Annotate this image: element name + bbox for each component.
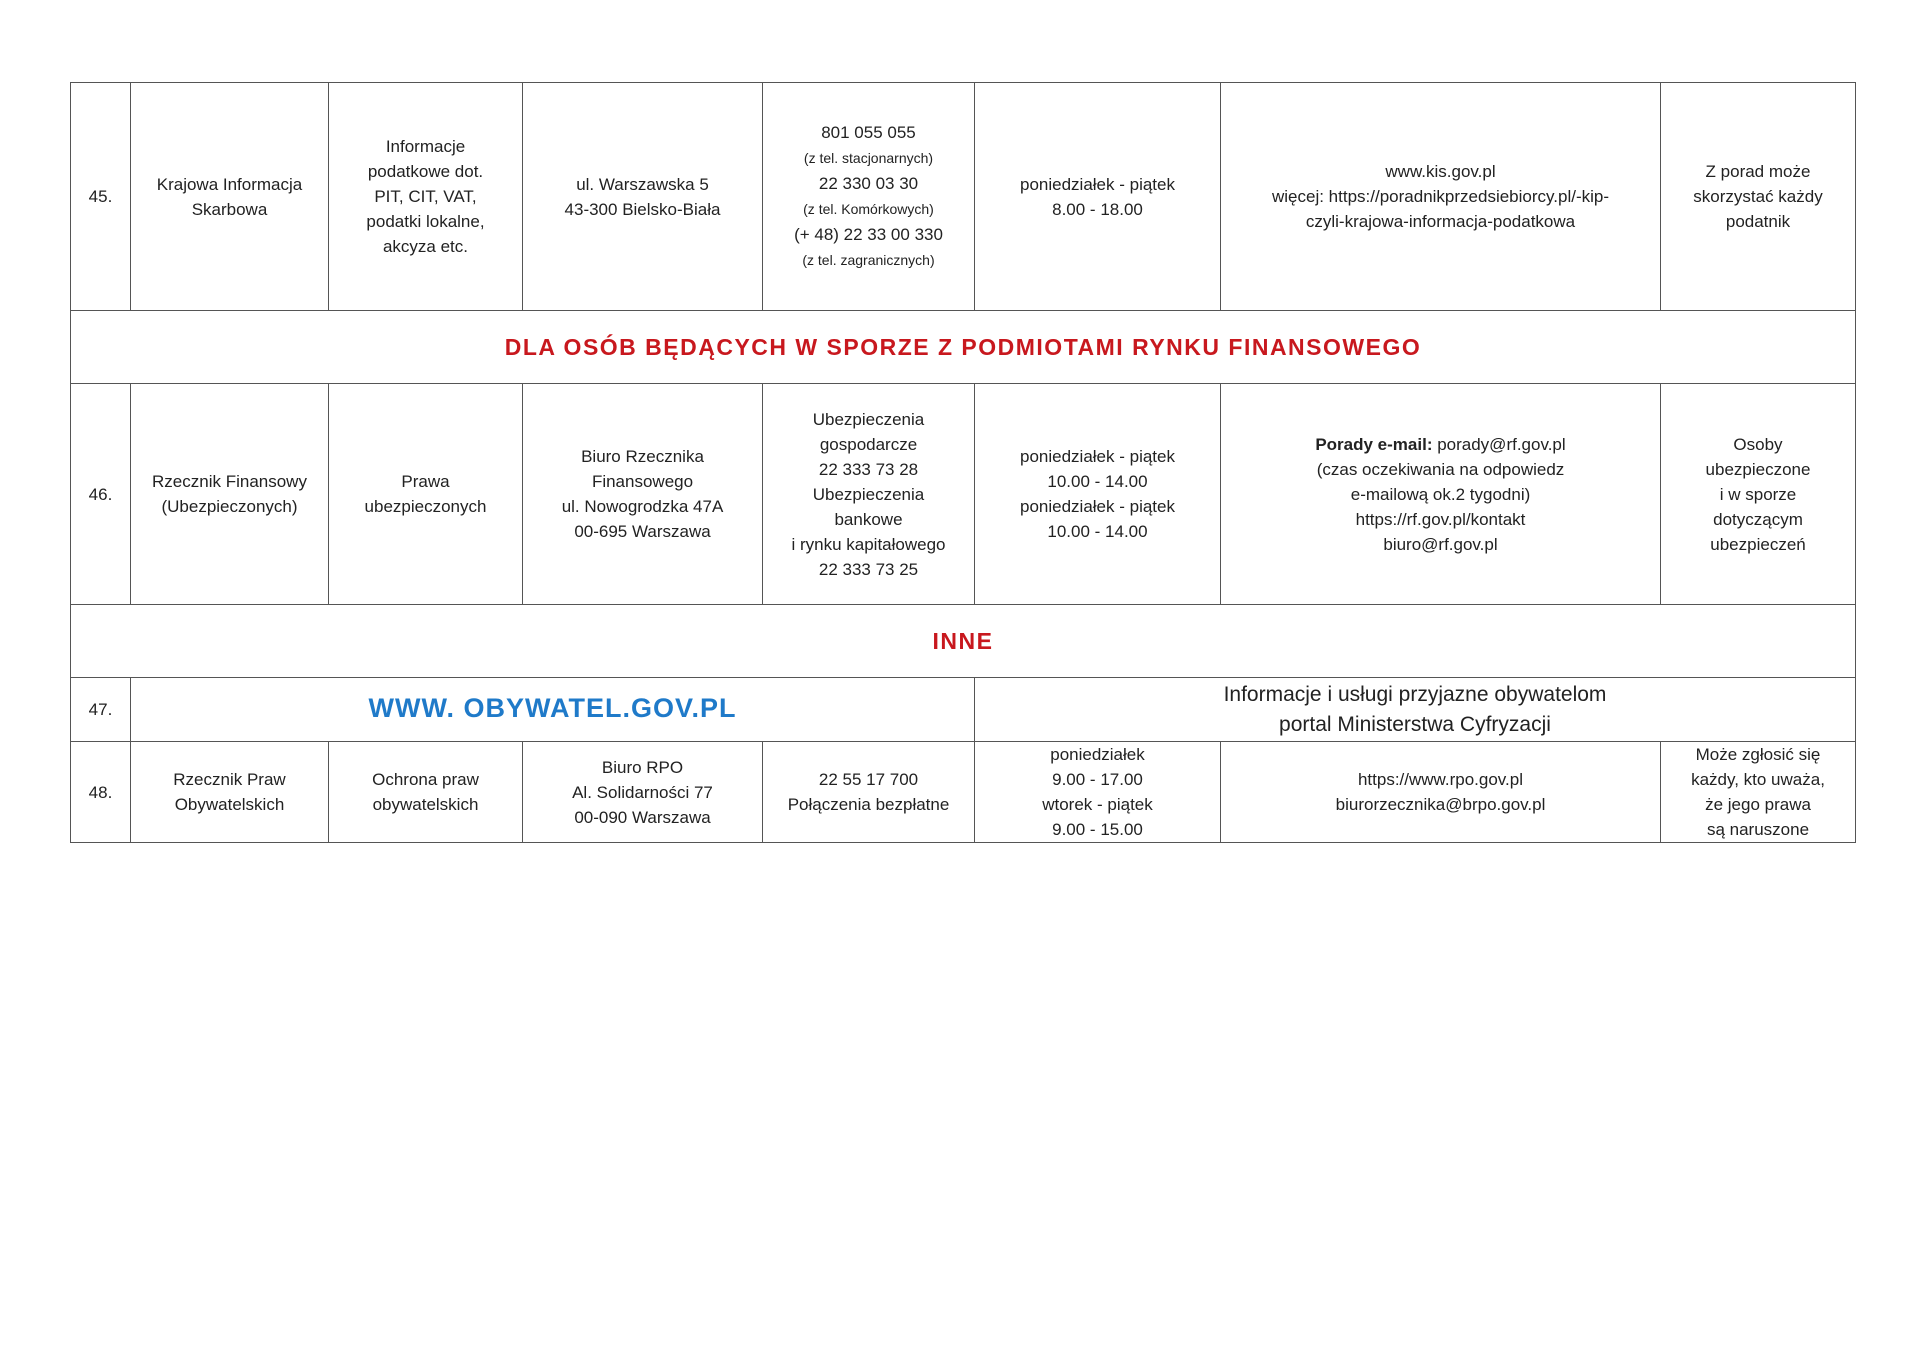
- hours-line: 9.00 - 15.00: [1052, 820, 1143, 839]
- phone-cell: [763, 83, 975, 311]
- address-line: Biuro Rzecznika: [581, 447, 704, 466]
- table-row: [71, 678, 1856, 742]
- phone-line: bankowe: [834, 509, 903, 529]
- name-line: Obywatelskich: [174, 795, 285, 814]
- eligibility-line: każdy, kto uważa,: [1691, 770, 1825, 789]
- phone-line: i rynku kapitałowego: [791, 534, 946, 554]
- address-line: 00-695 Warszawa: [574, 522, 711, 541]
- description-line: portal Ministerstwa Cyfryzacji: [1279, 712, 1551, 736]
- table-row: [71, 742, 1856, 843]
- email-advice-line: [1225, 432, 1656, 457]
- phone-cell: [763, 742, 975, 843]
- scope-line: Informacje: [385, 137, 466, 156]
- hours-line: wtorek - piątek: [1042, 795, 1153, 814]
- name-line: Skarbowa: [191, 199, 268, 219]
- scope-line: PIT, CIT, VAT,: [374, 187, 477, 206]
- web-link[interactable]: więcej: https://poradnikprzedsiebiorcy.pl/-kip-: [1272, 187, 1609, 206]
- eligibility-cell: [1661, 742, 1856, 843]
- address-line: Finansowego: [591, 472, 694, 491]
- email-label: Porady e-mail:: [1315, 434, 1433, 454]
- eligibility-line: są naruszone: [1706, 820, 1810, 839]
- scope-line: podatkowe dot.: [367, 162, 484, 181]
- phone-number: 22 55 17 700: [818, 770, 919, 789]
- hours-cell: [975, 742, 1221, 843]
- phone-note: Połączenia bezpłatne: [787, 795, 950, 814]
- scope-line: podatki lokalne,: [366, 212, 485, 231]
- eligibility-line: podatnik: [1725, 212, 1791, 231]
- web-note: e-mailową ok.2 tygodni): [1350, 484, 1531, 504]
- address-line: ul. Nowogrodzka 47A: [561, 497, 724, 516]
- eligibility-cell: [1661, 384, 1856, 605]
- phone-number: 801 055 055: [821, 123, 916, 142]
- web-link[interactable]: https://rf.gov.pl/kontakt: [1355, 509, 1526, 529]
- phone-number: 22 333 73 25: [818, 559, 919, 579]
- email-link[interactable]: porady@rf.gov.pl: [1432, 434, 1566, 454]
- section-heading-financial: DLA OSÓB BĘDĄCYCH W SPORZE Z PODMIOTAMI RYNKU FINANSOWEGO: [71, 311, 1856, 384]
- eligibility-line: ubezpieczone: [1705, 459, 1811, 479]
- hours-line: 10.00 - 14.00: [1047, 522, 1148, 541]
- email-link[interactable]: biurorzecznika@brpo.gov.pl: [1335, 795, 1546, 814]
- institutions-table: [70, 82, 1856, 843]
- web-link[interactable]: https://www.rpo.gov.pl: [1357, 770, 1524, 789]
- address-line: 43-300 Bielsko-Biała: [564, 199, 721, 219]
- address-line: 00-090 Warszawa: [574, 807, 711, 827]
- portal-cell: [131, 678, 975, 742]
- hours-line: poniedziałek - piątek: [1020, 174, 1175, 194]
- eligibility-cell: [1661, 83, 1856, 311]
- phone-cell: [763, 384, 975, 605]
- description-line: Informacje i usługi przyjazne obywatelom: [1223, 682, 1607, 706]
- scope-line: Prawa: [401, 472, 450, 491]
- phone-line: Ubezpieczenia: [812, 409, 925, 429]
- name-line: Krajowa Informacja: [156, 174, 303, 194]
- institution-name: [131, 742, 329, 843]
- phone-note: (z tel. Komórkowych): [803, 201, 934, 217]
- hours-line: poniedziałek - piątek: [1020, 447, 1175, 466]
- institution-name: [131, 384, 329, 605]
- eligibility-line: Może zgłosić się: [1695, 745, 1821, 764]
- hours-cell: [975, 384, 1221, 605]
- eligibility-line: ubezpieczeń: [1710, 534, 1806, 554]
- name-line: (Ubezpieczonych): [161, 497, 298, 516]
- name-line: Rzecznik Praw: [173, 770, 286, 789]
- row-number: 48.: [71, 742, 131, 843]
- name-line: Rzecznik Finansowy: [152, 472, 307, 491]
- hours-line: poniedziałek: [1050, 745, 1145, 764]
- scope-line: obywatelskich: [372, 795, 479, 814]
- scope-cell: [329, 83, 523, 311]
- web-link[interactable]: czyli-krajowa-informacja-podatkowa: [1305, 212, 1576, 231]
- address-cell: [523, 83, 763, 311]
- scope-cell: [329, 384, 523, 605]
- eligibility-line: dotyczącym: [1713, 509, 1803, 529]
- hours-line: 8.00 - 18.00: [1052, 199, 1143, 219]
- phone-line: gospodarcze: [819, 434, 918, 454]
- scope-line: ubezpieczonych: [364, 497, 487, 516]
- institution-name: [131, 83, 329, 311]
- address-cell: [523, 742, 763, 843]
- portal-link[interactable]: WWW. OBYWATEL.GOV.PL: [368, 692, 737, 723]
- eligibility-line: że jego prawa: [1705, 795, 1811, 814]
- section-row: [71, 311, 1856, 384]
- section-row: [71, 605, 1856, 678]
- address-line: ul. Warszawska 5: [576, 174, 709, 194]
- address-cell: [523, 384, 763, 605]
- web-link[interactable]: www.kis.gov.pl: [1385, 162, 1496, 181]
- hours-cell: [975, 83, 1221, 311]
- eligibility-line: Osoby: [1733, 434, 1783, 454]
- row-number: 45.: [71, 83, 131, 311]
- table-row: [71, 83, 1856, 311]
- eligibility-line: skorzystać każdy: [1693, 187, 1823, 206]
- scope-line: akcyza etc.: [382, 237, 469, 256]
- phone-number: 22 333 73 28: [818, 459, 919, 479]
- hours-line: 9.00 - 17.00: [1052, 770, 1143, 789]
- web-cell: [1221, 384, 1661, 605]
- phone-number: 22 330 03 30: [818, 174, 919, 193]
- web-note: (czas oczekiwania na odpowiedz: [1316, 459, 1565, 479]
- phone-number: (+ 48) 22 33 00 330: [794, 225, 943, 244]
- address-line: Al. Solidarności 77: [572, 782, 713, 802]
- hours-line: poniedziałek - piątek: [1020, 497, 1175, 516]
- scope-line: Ochrona praw: [372, 770, 479, 789]
- eligibility-line: Z porad może: [1705, 162, 1811, 181]
- email-link[interactable]: biuro@rf.gov.pl: [1383, 534, 1498, 554]
- address-line: Biuro RPO: [601, 757, 684, 777]
- table-row: [71, 384, 1856, 605]
- row-number: 47.: [71, 678, 131, 742]
- eligibility-line: i w sporze: [1719, 484, 1797, 504]
- hours-line: 10.00 - 14.00: [1047, 472, 1148, 491]
- phone-note: (z tel. stacjonarnych): [803, 150, 934, 166]
- web-cell: [1221, 742, 1661, 843]
- web-cell: [1221, 83, 1661, 311]
- section-heading-other: INNE: [71, 605, 1856, 678]
- row-number: 46.: [71, 384, 131, 605]
- phone-line: Ubezpieczenia: [812, 484, 925, 504]
- portal-description: [975, 678, 1856, 742]
- scope-cell: [329, 742, 523, 843]
- phone-note: (z tel. zagranicznych): [802, 252, 935, 268]
